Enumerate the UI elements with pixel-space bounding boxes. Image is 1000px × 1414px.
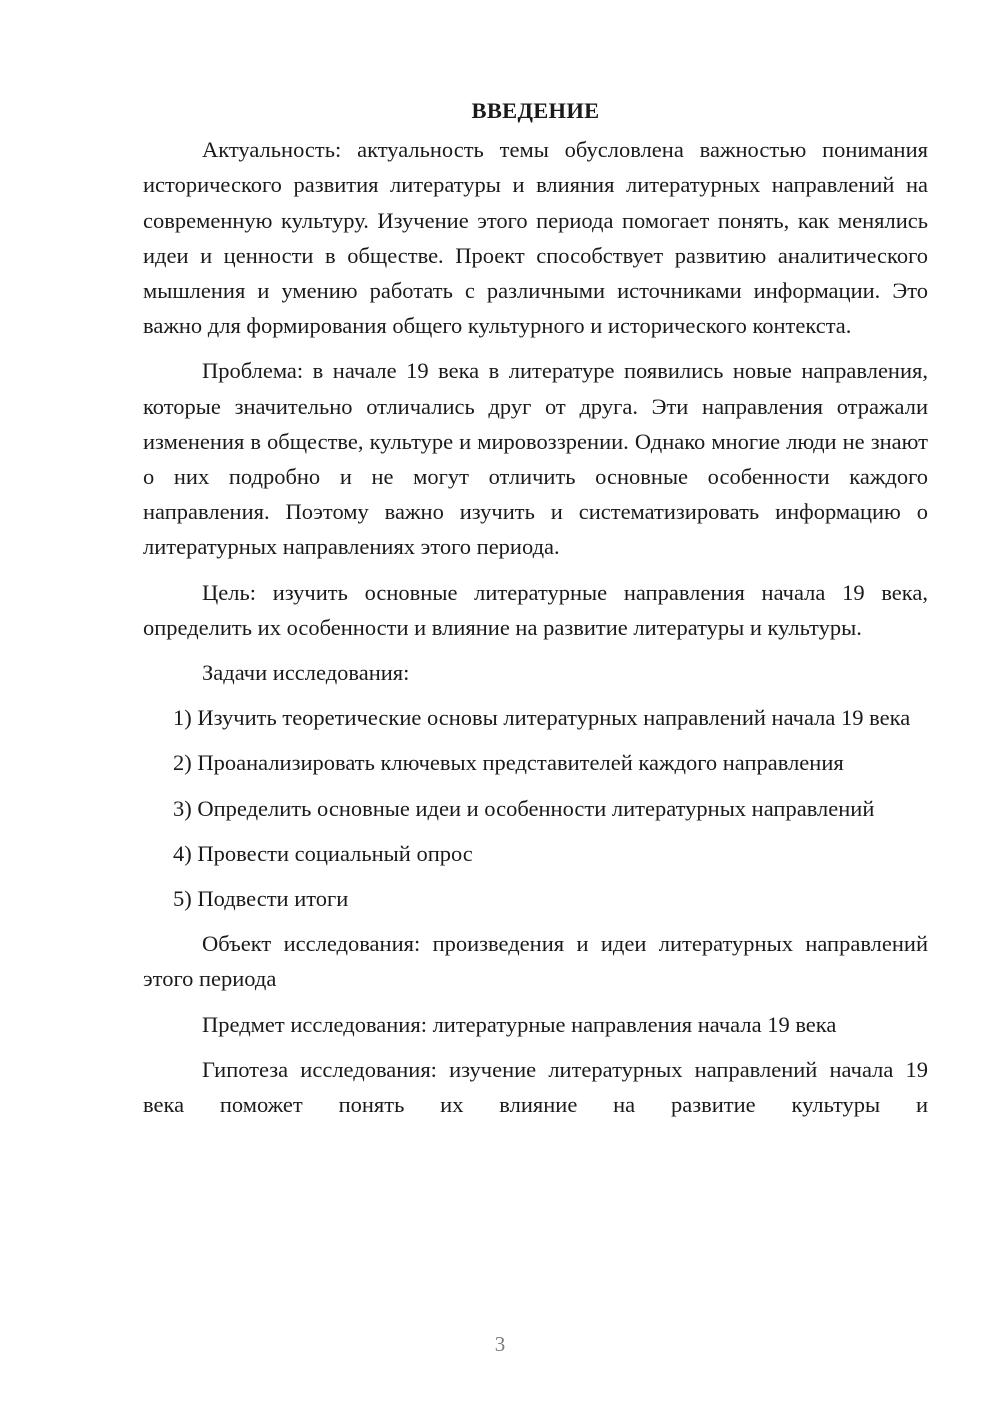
relevance-paragraph: Актуальность: актуальность темы обусловлена важностью понимания исторического развития литературы и влияния литературных направлений на современную культуру. Изучение этого периода помогает понять, как менялись идеи и ценности в обществе. Проект способствует развитию аналитического мышления и умению работать с различными источниками информации. Это важно для формирования общего культурного и исторического контекста. xyxy=(143,137,928,339)
task-item: 2) Проанализировать ключевых представителей каждого направления xyxy=(173,750,844,776)
object-paragraph: Объект исследования: произведения и идеи литературных направлений этого периода xyxy=(143,931,928,992)
goal-paragraph: Цель: изучить основные литературные направления начала 19 века, определить их особенности и влияние на развитие литературы и культуры. xyxy=(143,579,928,640)
subject-paragraph: Предмет исследования: литературные направления начала 19 века xyxy=(202,1011,837,1037)
document-page xyxy=(143,93,928,1132)
task-item: 1) Изучить теоретические основы литературных направлений начала 19 века xyxy=(173,705,911,731)
page-number: 3 xyxy=(494,1332,506,1356)
problem-paragraph: Проблема: в начале 19 века в литературе появились новые направления, которые значительно отличались друг от друга. Эти направления отражали изменения в обществе, культуре и мировоззрении. Однако многие люди не знают о них подробно и не могут отличить основные особенности каждого направления. Поэтому важно изучить и систематизировать информацию о литературных направлениях этого периода. xyxy=(143,358,928,560)
task-item: 3) Определить основные идеи и особенности литературных направлений xyxy=(173,795,875,821)
task-item: 4) Провести социальный опрос xyxy=(173,840,473,866)
hypothesis-paragraph: Гипотеза исследования: изучение литературных направлений начала 19 века поможет понять их влияние на развитие культуры и xyxy=(143,1056,928,1118)
page-title: ВВЕДЕНИЕ xyxy=(471,98,600,123)
tasks-heading: Задачи исследования: xyxy=(202,660,410,686)
task-item: 5) Подвести итоги xyxy=(173,886,349,912)
